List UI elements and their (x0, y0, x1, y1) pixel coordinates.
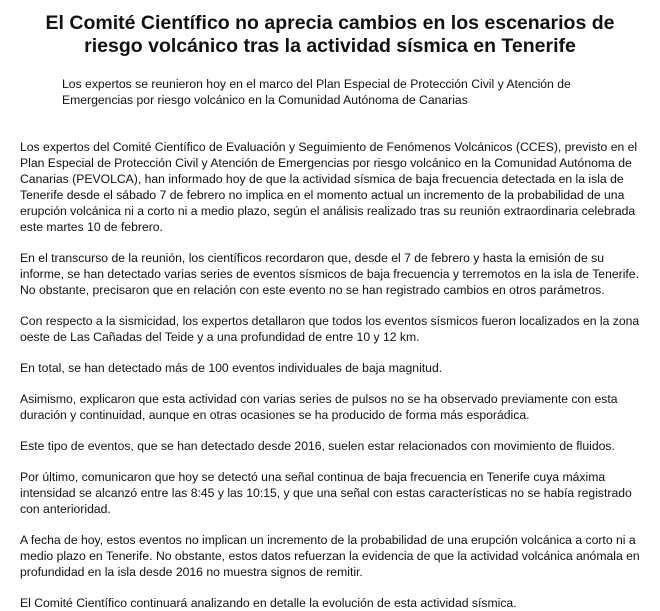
subtitle: Los expertos se reunieron hoy en el marco del Plan Especial de Protección Civil y Atención de Emergencias por riesgo volcánico en la Comunidad Autónoma de Canarias (62, 77, 571, 107)
paragraph: En total, se han detectado más de 100 eventos individuales de baja magnitud. (20, 361, 443, 375)
paragraph: El Comité Científico continuará analizando en detalle la evolución de esta actividad sísmica. (20, 596, 517, 610)
paragraph: Con respecto a la sismicidad, los expertos detallaron que todos los eventos sísmicos fueron localizados en la zona oeste de Las Cañadas del Teide y a una profundidad de entre 10 y 12 km. (20, 314, 640, 344)
article-body (20, 139, 640, 611)
paragraph: Este tipo de eventos, que se han detectado desde 2016, suelen estar relacionados con movimiento de fluidos. (20, 439, 615, 453)
paragraph: En el transcurso de la reunión, los científicos recordaron que, desde el 7 de febrero y hasta la emisión de su informe, se han detectado varias series de eventos sísmicos de baja frecuencia y terremotos en la isla de Tenerife. No obstante, precisaron que en relación con este evento no se han registrado cambios en otros parámetros. (20, 251, 639, 297)
paragraph: A fecha de hoy, estos eventos no implican un incremento de la probabilidad de una erupción volcánica a corto ni a medio plazo en Tenerife. No obstante, estos datos refuerzan la evidencia de que la actividad volcánica anómala en profundidad en la isla desde 2016 no muestra signos de remitir. (20, 533, 640, 579)
paragraph: Asimismo, explicaron que esta actividad con varias series de pulsos no se ha observado previamente con esta duración y continuidad, aunque en otras ocasiones se ha producido de forma más esporádica. (20, 392, 618, 422)
headline: El Comité Científico no aprecia cambios en los escenarios de riesgo volcánico tras la actividad sísmica en Tenerife (45, 12, 615, 57)
paragraph: Los expertos del Comité Científico de Evaluación y Seguimiento de Fenómenos Volcánicos (CCES), previsto en el Plan Especial de Protección Civil y Atención de Emergencias por riesgo volcánico en la Comunidad Autónoma de Canarias (PEVOLCA), han informado hoy de que la actividad sísmica de baja frecuencia detectada en la isla de Tenerife desde el sábado 7 de febrero no implica en el momento actual un incremento de la probabilidad de una erupción volcánica ni a corto ni a medio plazo, según el análisis realizado tras su reunión extraordinaria celebrada este martes 10 de febrero. (20, 140, 638, 234)
paragraph: Por último, comunicaron que hoy se detectó una señal continua de baja frecuencia en Tenerife cuya máxima intensidad se alcanzó entre las 8:45 y las 10:15, y que una señal con estas características no se había registrado con anterioridad. (20, 470, 632, 516)
